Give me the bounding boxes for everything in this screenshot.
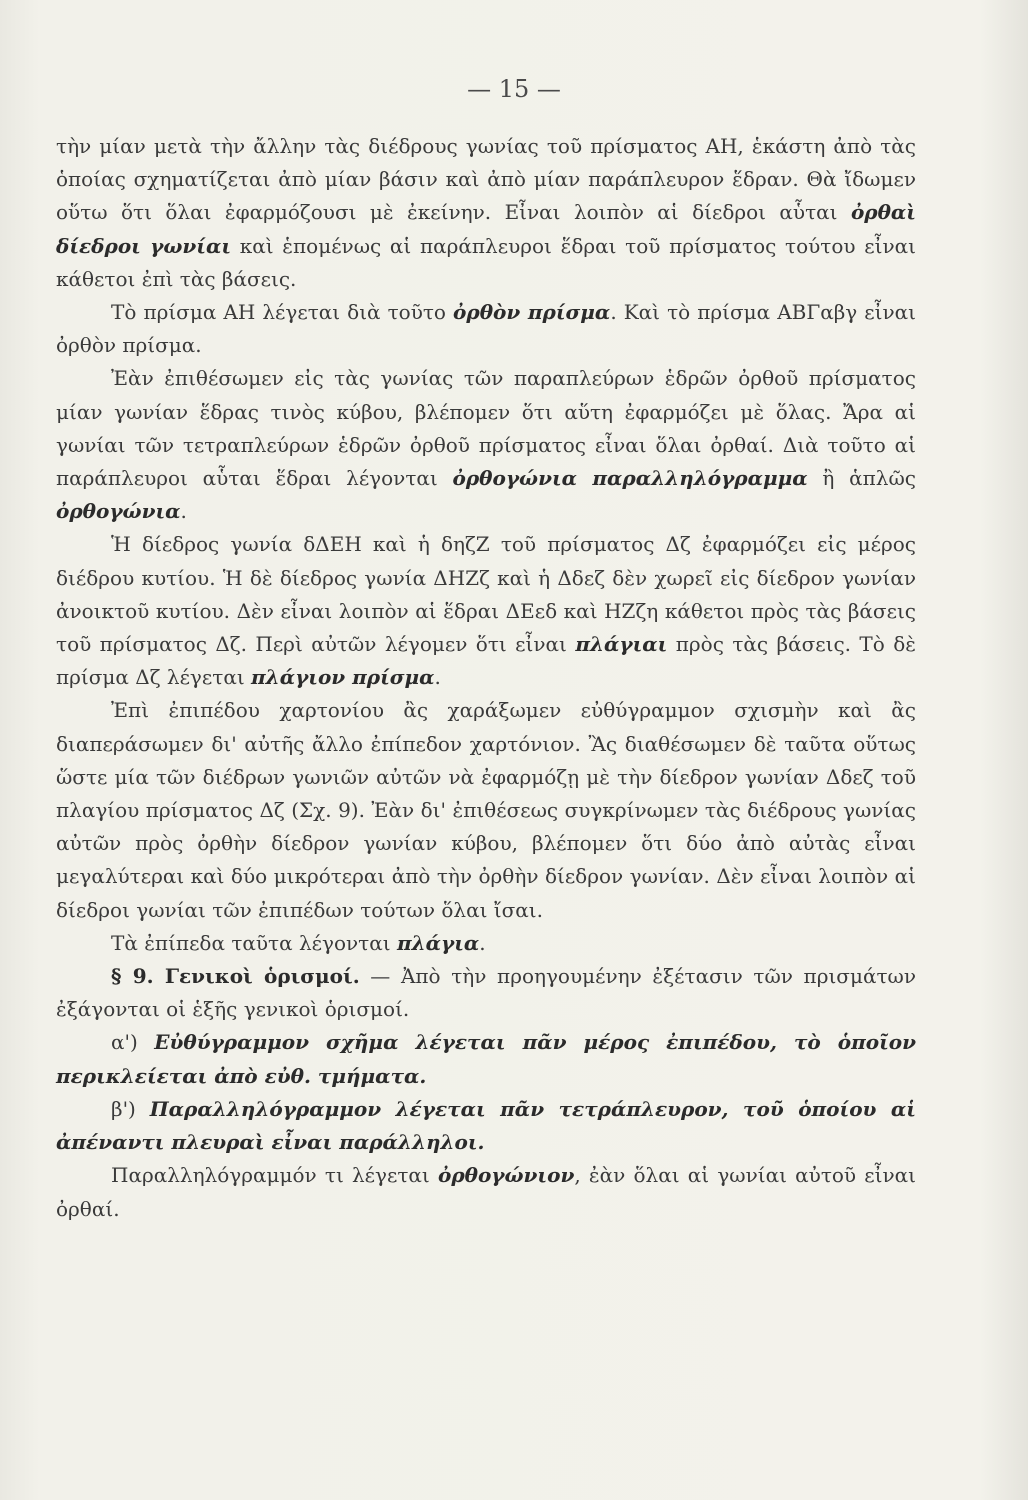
text-run: . xyxy=(434,665,441,690)
paragraph xyxy=(56,130,916,296)
emphasized-term: Παραλληλόγραμμον λέγεται πᾶν τετράπλευρον, τοῦ ὁποίου αἱ ἀπέναντι πλευραὶ εἶναι παράλληλοι. xyxy=(56,1096,916,1155)
paragraph xyxy=(56,362,916,528)
text-run: τὴν μίαν μετὰ τὴν ἄλλην τὰς διέδρους γωνίας τοῦ πρίσματος ΑΗ, ἑκάστη ἀπὸ τὰς ὁποίας σχηματίζεται ἀπὸ μίαν βάσιν καὶ ἀπὸ μίαν παράπλευρον ἕδραν. Θὰ ἴδωμεν οὕτω ὅτι ὅλαι ἐφαρμόζουσι μὲ ἐκείνην. Εἶναι λοιπὸν αἱ δίεδροι αὗται xyxy=(56,134,916,225)
section-heading: § 9. Γενικοὶ ὁρισμοί. xyxy=(111,964,360,989)
paragraph xyxy=(56,694,916,926)
body-text xyxy=(56,130,916,1226)
paragraph xyxy=(56,528,916,694)
text-run: Ἡ δίεδρος γωνία δΔΕΗ καὶ ἡ δηζΖ τοῦ πρίσματος Δζ ἐφαρμόζει εἰς μέρος διέδρου κυτίου. Ἡ δὲ δίεδρος γωνία ΔΗΖζ καὶ ἡ Δδεζ δὲν χωρεῖ εἰς δίεδρον γωνίαν ἀνοικτοῦ κυτίου. Δὲν εἶναι λοιπὸν αἱ ἕδραι ΔΕεδ καὶ ΗΖζη κάθετοι πρὸς τὰς βάσεις τοῦ πρίσματος Δζ. Περὶ αὐτῶν λέγομεν ὅτι εἶναι xyxy=(56,532,916,657)
text-run: . xyxy=(180,499,187,524)
emphasized-term: πλάγιαι xyxy=(575,632,668,657)
emphasized-term: ὀρθογώνιον xyxy=(437,1163,575,1188)
paragraph xyxy=(56,1093,916,1159)
text-run: β') xyxy=(111,1096,150,1121)
paragraph xyxy=(56,927,916,960)
text-run: Τὰ ἐπίπεδα ταῦτα λέγονται xyxy=(111,930,397,955)
text-run: Παραλληλόγραμμόν τι λέγεται xyxy=(111,1163,438,1188)
text-run: — Ἀπὸ τὴν προηγουμένην ἐξέτασιν τῶν πρισμάτων ἐξάγονται οἱ ἑξῆς γενικοὶ ὁρισμοί. xyxy=(56,964,916,1022)
text-run: Ἐπὶ ἐπιπέδου χαρτονίου ἂς χαράξωμεν εὐθύγραμμον σχισμὴν καὶ ἂς διαπεράσωμεν δι' αὐτῆς ἄλλο ἐπίπεδον χαρτόνιον. Ἂς διαθέσωμεν δὲ ταῦτα οὕτως ὥστε μία τῶν διέδρων γωνιῶν αὐτῶν νὰ ἐφαρμόζῃ μὲ τὴν δίεδρον γωνίαν Δδεζ τοῦ πλαγίου πρίσματος Δζ (Σχ. 9). Ἐὰν δι' ἐπιθέσεως συγκρίνωμεν τὰς διέδρους γωνίας αὐτῶν πρὸς ὀρθὴν δίεδρον γωνίαν κύβου, βλέπομεν ὅτι δύο ἀπὸ αὐτὰς εἶναι μεγαλύτεραι καὶ δύο μικρότεραι ἀπὸ τὴν ὀρθὴν δίεδρον γωνίαν. Δὲν εἶναι λοιπὸν αἱ δίεδροι γωνίαι τῶν ἐπιπέδων τούτων ὅλαι ἴσαι. xyxy=(56,698,916,922)
paragraph xyxy=(56,1159,916,1225)
text-run: . xyxy=(479,930,486,955)
paragraph xyxy=(56,960,916,1026)
text-run: , ἐὰν ὅλαι αἱ γωνίαι αὐτοῦ εἶναι ὀρθαί. xyxy=(56,1163,916,1221)
emphasized-term: ὀρθὸν πρίσμα xyxy=(453,300,611,325)
text-run: ἢ ἁπλῶς xyxy=(807,466,916,491)
text-run: πρὸς τὰς βάσεις. Τὸ δὲ πρίσμα Δζ λέγεται xyxy=(56,632,916,690)
paragraph xyxy=(56,1026,916,1092)
paragraph xyxy=(56,296,916,362)
emphasized-term: πλάγιον πρίσμα xyxy=(251,665,435,690)
emphasized-term: πλάγια xyxy=(396,930,480,955)
text-run: Ἐὰν ἐπιθέσωμεν εἰς τὰς γωνίας τῶν παραπλεύρων ἑδρῶν ὀρθοῦ πρίσματος μίαν γωνίαν ἕδρας τινὸς κύβου, βλέπομεν ὅτι αὕτη ἐφαρμόζει μὲ ὅλας. Ἄρα αἱ γωνίαι τῶν τετραπλεύρων ἑδρῶν ὀρθοῦ πρίσματος εἶναι ὅλαι ὀρθαί. Διὰ τοῦτο αἱ παράπλευροι αὗται ἕδραι λέγονται xyxy=(56,366,916,491)
text-run: Τὸ πρίσμα ΑΗ λέγεται διὰ τοῦτο xyxy=(111,300,454,325)
text-run: καὶ ἑπομένως αἱ παράπλευροι ἕδραι τοῦ πρίσματος τούτου εἶναι κάθετοι ἐπὶ τὰς βάσεις. xyxy=(56,233,916,291)
text-run: α') xyxy=(111,1030,155,1055)
emphasized-term: Εὐθύγραμμον σχῆμα λέγεται πᾶν μέρος ἐπιπέδου, τὸ ὁποῖον περικλείεται ἀπὸ εὐθ. τμήματα. xyxy=(56,1030,916,1088)
emphasized-term: ὀρθογώνια παραλληλόγραμμα xyxy=(452,466,808,491)
text-run: . Καὶ τὸ πρίσμα ΑΒΓαβγ εἶναι ὀρθὸν πρίσμα. xyxy=(56,300,917,358)
emphasized-term: ὀρθογώνια xyxy=(56,499,181,524)
emphasized-term: ὀρθαὶ δίεδροι γωνίαι xyxy=(56,200,916,258)
page-number: — 15 — xyxy=(467,75,561,103)
